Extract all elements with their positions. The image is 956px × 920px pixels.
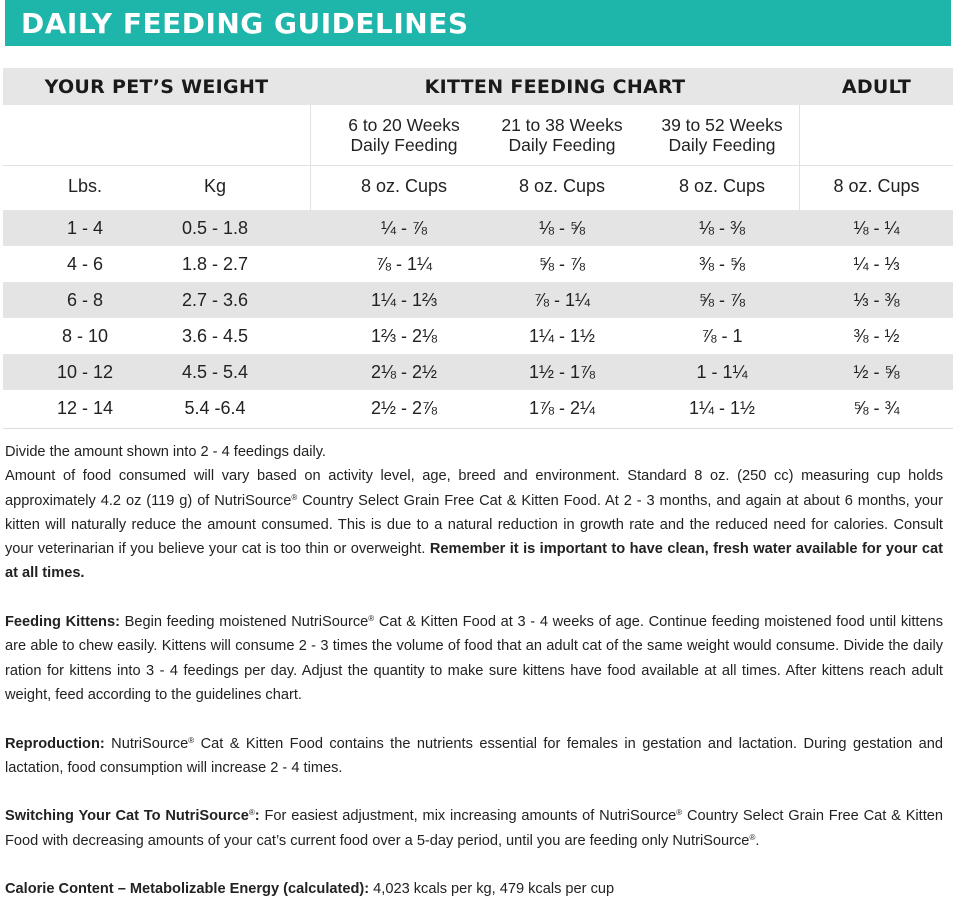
table-row: 10 - 12 4.5 - 5.4 2⅛ - 2½ 1½ - 1⅞ 1 - 1¼ ½ - ⅝ [3, 354, 953, 390]
page-title: DAILY FEEDING GUIDELINES [5, 0, 951, 46]
age-group-21-38: 21 to 38 Weeks Daily Feeding [501, 115, 623, 155]
note-calorie-content: Calorie Content – Metabolizable Energy (calculated): 4,023 kcals per kg, 479 kcals per cup [5, 881, 615, 898]
unit-lbs: Lbs. [67, 176, 103, 196]
note-switching: Switching Your Cat To NutriSource®: For easiest adjustment, mix increasing amounts of NutriSource® Country Select Grain Free Cat & Kitten Food with decreasing amounts of your cat’s current food over a 5-day period, until you are feeding only NutriSource®. [5, 808, 944, 849]
feeding-notes [5, 440, 943, 902]
note-reproduction: Reproduction: NutriSource® Cat & Kitten Food contains the nutrients essential for females in gestation and lactation. During gestation and lactation, food consumption will increase 2 - 4 times. [5, 735, 943, 776]
table-row: 12 - 14 5.4 -6.4 2½ - 2⅞ 1⅞ - 2¼ 1¼ - 1½ ⅝ - ¾ [56, 398, 900, 418]
age-group-39-52: 39 to 52 Weeks Daily Feeding [661, 115, 783, 155]
unit-cups: 8 oz. Cups [518, 176, 606, 196]
header-kitten-chart: KITTEN FEEDING CHART [424, 76, 686, 98]
table-row: 8 - 10 3.6 - 4.5 1⅔ - 2⅛ 1¼ - 1½ ⅞ - 1 ⅜ - ½ [61, 326, 900, 346]
header-adult: ADULT [841, 76, 912, 98]
unit-cups: 8 oz. Cups [678, 176, 766, 196]
table-row: 1 - 4 0.5 - 1.8 ¼ - ⅞ ⅛ - ⅝ ⅛ - ⅜ ⅛ - ¼ [3, 210, 953, 246]
feeding-chart-table [3, 68, 953, 429]
unit-cups: 8 oz. Cups [833, 176, 920, 196]
note-feeding-kittens: Feeding Kittens: Begin feeding moistened NutriSource® Cat & Kitten Food at 3 - 4 weeks of age. Continue feeding moistened food until kittens are able to chew easily. Kittens will consume 2 - 3 times the volume of food that an adult cat of the same weight would consume. Divide the daily ration for kittens into 3 - 4 feedings per day. Adjust the quantity to make sure kittens have food available at all times. After kittens reach adult weight, feed according to the guidelines chart. [5, 614, 944, 703]
note-amount: Amount of food consumed will vary based on activity level, age, breed and environment. Standard 8 oz. (250 cc) measuring cup holds approximately 4.2 oz (119 g) of NutriSource® Country Select Grain Free Cat & Kitten Food. At 2 - 3 months, and again at about 6 months, your kitten will naturally reduce the amount consumed. This is due to a natural reduction in growth rate and the reduced need for calories. Consult your veterinarian if you believe your cat is too thin or overweight. Remember it is important to have clean, fresh water available for your cat at all times. [5, 468, 943, 582]
note-divide: Divide the amount shown into 2 - 4 feedings daily. [5, 444, 326, 460]
divider [3, 165, 953, 166]
unit-cups: 8 oz. Cups [360, 176, 448, 196]
table-row: 4 - 6 1.8 - 2.7 ⅞ - 1¼ ⅝ - ⅞ ⅜ - ⅝ ¼ - ⅓ [66, 254, 900, 274]
header-pet-weight: YOUR PET’S WEIGHT [44, 76, 269, 98]
unit-kg: Kg [203, 176, 227, 196]
divider [3, 428, 953, 429]
age-group-6-20: 6 to 20 Weeks Daily Feeding [348, 115, 460, 155]
table-row: 6 - 8 2.7 - 3.6 1¼ - 1⅔ ⅞ - 1¼ ⅝ - ⅞ ⅓ - ⅜ [3, 282, 953, 318]
